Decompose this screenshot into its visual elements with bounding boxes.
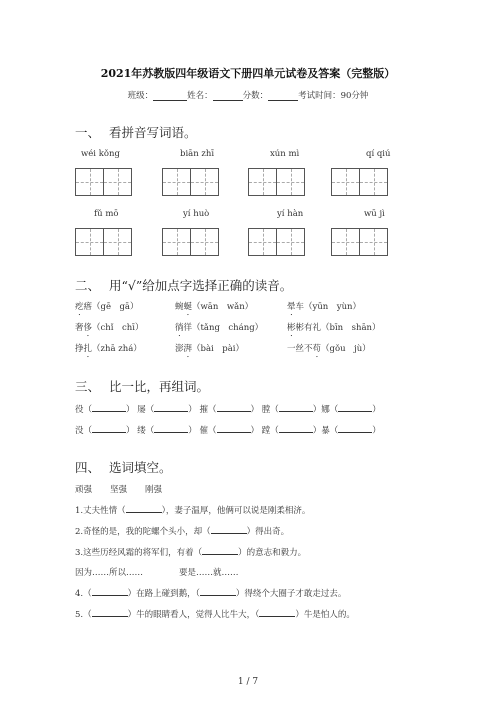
name-label: 姓名： xyxy=(187,91,213,101)
question-2: 2.奇怪的是，我的陀螺个头小，却（ ）得出奇。 xyxy=(75,527,290,537)
pinyin-label: biān zhī xyxy=(180,149,215,159)
score-blank[interactable] xyxy=(268,91,298,101)
answer-blank[interactable] xyxy=(92,424,126,433)
pinyin-label: wéi kǒng xyxy=(81,149,120,159)
section-title: 看拼音写词语。 xyxy=(109,125,197,140)
answer-blank[interactable] xyxy=(211,525,247,534)
page-title: 2021年苏教版四年级语文下册四单元试卷及答案（完整版） xyxy=(100,67,396,80)
section-number: 三、 xyxy=(75,379,101,394)
reading-item[interactable]: 挣扎（zhā zhá） xyxy=(75,344,142,354)
answer-blank[interactable] xyxy=(338,424,372,433)
word-bank: 顽强 坚强 刚强 xyxy=(75,485,163,495)
writing-grid[interactable] xyxy=(331,168,388,196)
section-title: 比一比，再组词。 xyxy=(109,379,210,394)
pinyin-label: yí hàn xyxy=(277,209,304,219)
score-label: 分数： xyxy=(242,91,269,101)
section-number: 四、 xyxy=(75,460,101,475)
section-title: 选词填空。 xyxy=(109,460,172,475)
answer-blank[interactable] xyxy=(338,403,372,412)
pinyin-label: fǔ mō xyxy=(94,209,119,219)
compare-row: 没（ ） 缕（ ） 催（ ） 蹚（ ）暴（ ） xyxy=(75,426,381,436)
section-number: 二、 xyxy=(75,278,101,293)
answer-blank[interactable] xyxy=(154,403,188,412)
section-4-heading xyxy=(75,458,172,476)
reading-item[interactable]: 徜徉（tǎng cháng） xyxy=(175,323,264,333)
reading-item[interactable]: 晕车（yūn yùn） xyxy=(287,302,362,312)
answer-blank[interactable] xyxy=(92,403,126,412)
answer-blank[interactable] xyxy=(217,424,251,433)
writing-grid[interactable] xyxy=(331,228,388,256)
answer-blank[interactable] xyxy=(279,424,313,433)
question-4: 4.（ ）在路上碰到鹅，（ ）得绕个大圈子才敢走过去。 xyxy=(75,589,347,599)
writing-grid[interactable] xyxy=(248,228,305,256)
pinyin-label: yí huò xyxy=(183,209,210,219)
writing-grid[interactable] xyxy=(75,168,132,196)
answer-blank[interactable] xyxy=(154,424,188,433)
answer-blank[interactable] xyxy=(126,504,162,513)
writing-grid[interactable] xyxy=(75,228,132,256)
answer-blank[interactable] xyxy=(202,546,238,555)
time-label: 考试时间：90分钟 xyxy=(298,91,369,101)
question-1: 1.丈夫性情（ ），妻子温厚，他俩可以说是刚柔相济。 xyxy=(75,506,311,516)
reading-item[interactable]: 一丝不苟（gǒu jù） xyxy=(287,344,371,354)
pinyin-label: xún mì xyxy=(270,149,300,159)
reading-item[interactable]: 疙瘩（gē gā） xyxy=(75,302,139,312)
reading-item[interactable]: 蜿蜒（wān wǎn） xyxy=(175,302,254,312)
answer-blank[interactable] xyxy=(259,608,295,617)
pinyin-label: qí qiú xyxy=(366,149,391,159)
writing-grid[interactable] xyxy=(162,228,219,256)
class-label: 班级： xyxy=(127,91,154,101)
section-title: 用“√”给加点字选择正确的读音。 xyxy=(109,278,293,293)
page-number: 1 / 7 xyxy=(237,677,259,687)
reading-item[interactable]: 彬彬有礼（bīn shān） xyxy=(287,323,381,333)
reading-item[interactable]: 澎湃（bài pài） xyxy=(175,344,244,354)
section-1-heading xyxy=(75,123,197,141)
class-blank[interactable] xyxy=(153,91,187,101)
answer-blank[interactable] xyxy=(200,587,236,596)
writing-grid[interactable] xyxy=(162,168,219,196)
pinyin-label: wū jì xyxy=(364,209,385,219)
name-blank[interactable] xyxy=(213,91,243,101)
section-number: 一、 xyxy=(75,125,101,140)
section-3-heading xyxy=(75,377,209,395)
answer-blank[interactable] xyxy=(217,403,251,412)
reading-item[interactable]: 奢侈（chǐ chī） xyxy=(75,323,144,333)
answer-blank[interactable] xyxy=(92,587,128,596)
connector-bank: 因为……所以…… 要是……就…… xyxy=(75,568,239,578)
answer-blank[interactable] xyxy=(92,608,128,617)
student-info-line xyxy=(0,89,496,101)
section-2-heading xyxy=(75,276,292,294)
question-3: 3.这些历经风霜的将军们，有着（ ）的意志和毅力。 xyxy=(75,548,307,558)
answer-blank[interactable] xyxy=(279,403,313,412)
question-5: 5.（ ）牛的眼睛看人，觉得人比牛大，（ ）牛是怕人的。 xyxy=(75,610,355,620)
compare-row: 役（ ） 屡（ ） 摧（ ） 膛（ ）娜（ ） xyxy=(75,405,381,415)
writing-grid[interactable] xyxy=(248,168,305,196)
